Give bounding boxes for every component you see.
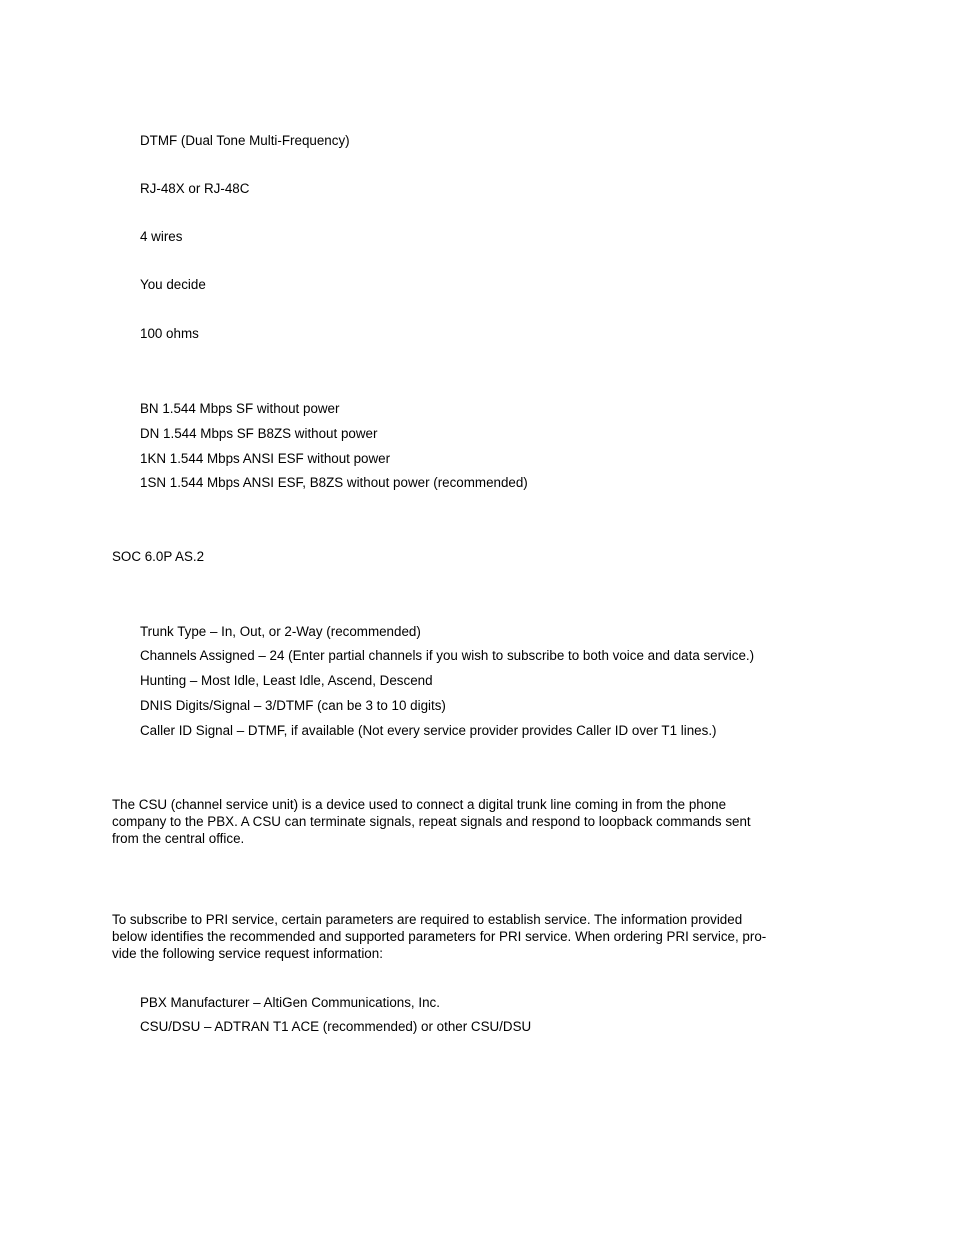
framing-code-item: BN 1.544 Mbps SF without power [140,401,340,416]
signal-setting-item: DTMF (Dual Tone Multi-Frequency) [140,133,350,148]
paragraph-line: from the central office. [112,831,245,847]
paragraph-line: below identifies the recommended and supported parameters for PRI service. When ordering PRI service, pro- [112,929,767,945]
framing-code-item: 1KN 1.544 Mbps ANSI ESF without power [140,451,391,466]
trunk-setting-item: Trunk Type – In, Out, or 2-Way (recommended) [140,624,421,639]
trunk-setting-item: Caller ID Signal – DTMF, if available (Not every service provider provides Caller ID over T1 lines.) [140,723,717,738]
signal-setting-item: 100 ohms [140,326,199,341]
paragraph-line: To subscribe to PRI service, certain parameters are required to establish service. The information provided [112,912,743,927]
signal-setting-item: 4 wires [140,229,183,244]
trunk-setting-item: Hunting – Most Idle, Least Idle, Ascend, Descend [140,673,433,688]
soc-code: SOC 6.0P AS.2 [112,549,205,564]
trunk-setting-item: Channels Assigned – 24 (Enter partial channels if you wish to subscribe to both voice and data service.) [140,648,755,663]
csu-paragraph [112,796,802,848]
trunk-setting-item: DNIS Digits/Signal – 3/DTMF (can be 3 to 10 digits) [140,698,446,713]
framing-code-item: DN 1.544 Mbps SF B8ZS without power [140,426,378,441]
paragraph-line: The CSU (channel service unit) is a device used to connect a digital trunk line coming in from the phone [112,797,727,812]
framing-code-item: 1SN 1.544 Mbps ANSI ESF, B8ZS without power (recommended) [140,475,528,490]
paragraph-line: vide the following service request information: [112,946,383,962]
pri-setting-item: PBX Manufacturer – AltiGen Communications, Inc. [140,995,440,1010]
signal-setting-item: You decide [140,277,206,292]
signal-setting-item: RJ-48X or RJ-48C [140,181,250,196]
paragraph-line: company to the PBX. A CSU can terminate signals, repeat signals and respond to loopback commands sent [112,814,751,830]
pri-paragraph [112,911,802,963]
pri-setting-item: CSU/DSU – ADTRAN T1 ACE (recommended) or other CSU/DSU [140,1019,532,1034]
